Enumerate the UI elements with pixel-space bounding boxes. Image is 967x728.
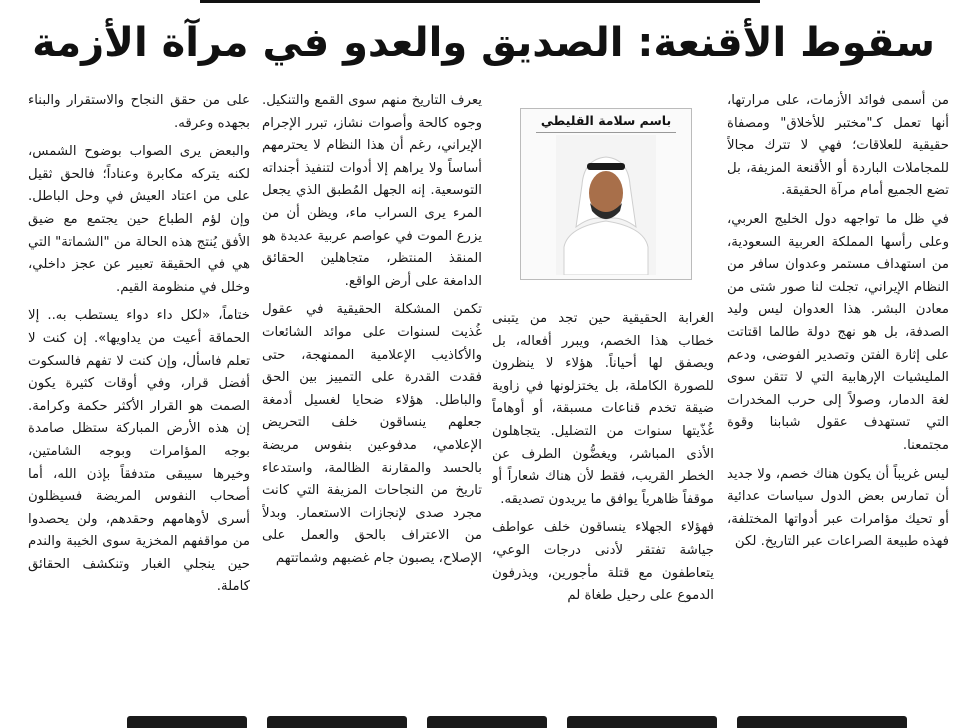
paragraph: الغرابة الحقيقية حين تجد من يتبنى خطاب هذا الخصم، ويبرر أفعاله، بل ويصفق لها أحياناً. هؤلاء لا ينظرون للصورة الكاملة، بل يختزلونها في زاوية ضيقة تخدم قناعات مسبقة، أو أوهاماً غُذّيتها سنوات من التضليل. يتجاهلون الأذى المباشر، ويغضُّون الطرف عن الخطر القريب، فقط لأن هناك شعاراً أو موقفاً ظاهرياً يوافق ما يريدون تصديقه. (492, 311, 714, 507)
article-column-2 (492, 308, 714, 700)
article-column-3 (262, 90, 482, 700)
paragraph: على من حقق النجاح والاستقرار والبناء بجهده وعرقه. (28, 93, 250, 131)
paragraph: تكمن المشكلة الحقيقية في عقول غُذيت لسنوات على موائد الشائعات والأكاذيب الإعلامية الممنهجة، حتى فقدت القدرة على التمييز بين الحق والباطل. هؤلاء ضحايا لغسيل أدمغة جعلهم ينساقون خلف التحريض الإعلامي، مدفوعين بنفوس مريضة بالحسد والمقارنة الظالمة، واستدعاء تاريخ من النجاحات المزيفة التي كانت مجرد صدى لإنجازات الاستعمار. وبدلاً من الاعتراف بالحق والعمل على الإصلاح، يصبون جام غضبهم وشماتتهم (262, 302, 482, 566)
article-column-4 (28, 90, 250, 700)
author-box (520, 108, 692, 280)
paragraph: يعرف التاريخ منهم سوى القمع والتنكيل. وجوه كالحة وأصوات نشاز، تبرر الإجرام الإيراني، رغم أن هذا النظام لا يحترمهم أساساً ولا يراهم إلا أدوات لتنفيذ أجنداته التوسعية. إنه الجهل المُطبق الذي يجعل المرء يرى السراب ماء، ويظن أن من يزرع الموت في عواصم عربية عديدة هو المنقذ المنتظر، متجاهلين الحقائق الدامغة على أرض الواقع. (262, 93, 482, 289)
paragraph: في ظل ما تواجهه دول الخليج العربي، وعلى رأسها المملكة العربية السعودية، من استهداف مستمر وعدوان سافر من النظام الإيراني، تجلت لنا صور شتى من معادن البشر. هذا العدوان ليس وليد الصدفة، بل هو نهج دولة طالما اقتاتت على إثارة الفتن وتصدير الفوضى، ودعم المليشيات الإرهابية التي لا تتقن سوى لغة الدمار، وصولاً إلى حرب المخدرات التي تستهدف عقول شبابنا وقوة مجتمعنا. (727, 211, 949, 453)
next-article-heading-cropped (0, 706, 967, 728)
article-column-1 (727, 90, 949, 700)
paragraph: ختاماً، «لكل داء دواء يستطب به.. إلا الحماقة أعيت من يداويها». إن كنت لا تعلم فاسأل، وإن كنت لا تفهم فالسكوت أفضل قرار، وفي أوقات كثيرة يكون الصمت هو القرار الأكثر حكمة وكرامة. إن هذه الأرض المباركة ستظل صامدة بوجه المؤامرات وبوجه الشامتين، وخيرها سيبقى متدفقاً بإذن الله، أما أصحاب النفوس المريضة فسيظلون أسرى لأوهامهم وحقدهم، ولن يحصدوا من مواقفهم المخزية سوى الخيبة والندم حين ينجلي الغبار وتنكشف الحقائق كاملة. (28, 308, 250, 595)
article-headline: سقوط الأقنعة: الصديق والعدو في مرآة الأزمة (32, 20, 935, 66)
author-name: باسم سلامة القليطي (521, 113, 691, 133)
paragraph: فهؤلاء الجهلاء ينساقون خلف عواطف جياشة تفتقر لأدنى درجات الوعي، يتعاطفون مع قتلة مأجورين، ويذرفون الدموع على رحيل طغاة لم (492, 520, 714, 604)
paragraph: من أسمى فوائد الأزمات، على مرارتها، أنها تعمل كـ"مختبر للأخلاق" ومصفاة حقيقية للعلاقات؛ فهي لا تترك مجالاً للمجاملات الباردة أو الأقنعة المزيفة، بل تضع الجميع أمام مرآة الحقيقة. (727, 93, 949, 199)
paragraph: ليس غريباً أن يكون هناك خصم، ولا جديد أن تمارس بعض الدول سياسات عدائية أو تحيك مؤامرات عبر أدواتها المختلفة، فهذه طبيعة الصراعات عبر التاريخ. لكن (727, 466, 949, 550)
author-portrait-icon (556, 135, 656, 275)
paragraph: والبعض يرى الصواب بوضوح الشمس، لكنه يتركه مكابرة وعناداً؛ فالحق ثقيل على من اعتاد العيش في وحل الباطل. وإن لؤم الطباع حين يجتمع مع ضيق الأفق يُنتج هذه الحالة من "الشماتة" التي هي في الحقيقة تعبير عن عجز داخلي، وخلل في منظومة القيم. (28, 144, 250, 295)
